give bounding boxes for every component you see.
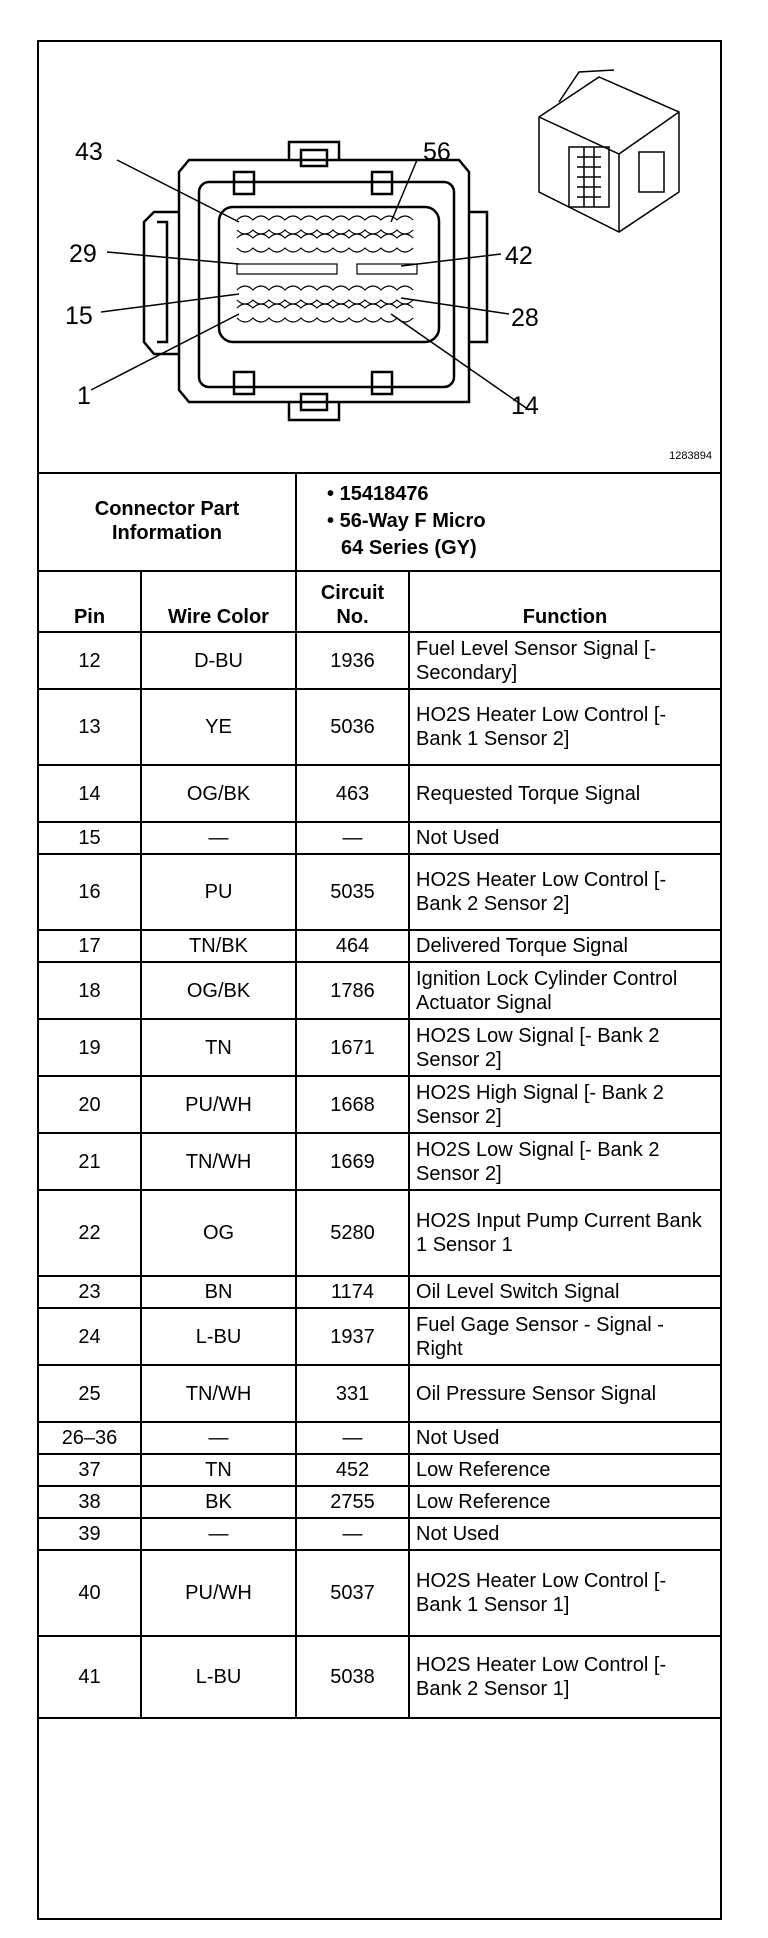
part-number: • 15418476 <box>327 483 429 505</box>
connector-info-label: Connector Part Information <box>39 472 296 571</box>
cell-circuit: 5035 <box>296 854 409 930</box>
pin-label-28: 28 <box>511 304 539 332</box>
connector-part-numbers <box>296 472 720 571</box>
table-row <box>39 854 720 930</box>
table-row <box>39 1133 720 1190</box>
cell-pin: 37 <box>39 1454 141 1486</box>
table-row <box>39 1454 720 1486</box>
cell-function: Fuel Level Sensor Signal [- Secondary] <box>409 632 720 689</box>
cell-circuit: 331 <box>296 1365 409 1422</box>
cell-function: Not Used <box>409 1518 720 1550</box>
cell-wire-color: OG/BK <box>141 765 296 822</box>
cell-function: HO2S Heater Low Control [- Bank 2 Sensor 1] <box>409 1636 720 1718</box>
cell-circuit: 5280 <box>296 1190 409 1276</box>
cell-circuit: 1937 <box>296 1308 409 1365</box>
cell-function: Fuel Gage Sensor - Signal - Right <box>409 1308 720 1365</box>
table-row <box>39 1308 720 1365</box>
table-row <box>39 1276 720 1308</box>
cell-pin: 25 <box>39 1365 141 1422</box>
cell-circuit: 2755 <box>296 1486 409 1518</box>
table-row <box>39 632 720 689</box>
cell-function: Not Used <box>409 1422 720 1454</box>
pinout-table <box>39 472 720 1719</box>
header-circuit-no: Circuit No. <box>296 571 409 632</box>
cell-wire-color: D-BU <box>141 632 296 689</box>
cell-pin: 12 <box>39 632 141 689</box>
pin-label-15: 15 <box>65 302 93 330</box>
pin-label-42: 42 <box>505 242 533 270</box>
cell-function: Oil Level Switch Signal <box>409 1276 720 1308</box>
header-wire-color: Wire Color <box>141 571 296 632</box>
table-row <box>39 1076 720 1133</box>
cell-function: Not Used <box>409 822 720 854</box>
cell-function: HO2S Low Signal [- Bank 2 Sensor 2] <box>409 1133 720 1190</box>
cell-circuit: 1174 <box>296 1276 409 1308</box>
table-row <box>39 1636 720 1718</box>
cell-wire-color: TN <box>141 1019 296 1076</box>
table-row <box>39 765 720 822</box>
cell-pin: 22 <box>39 1190 141 1276</box>
cell-function: HO2S Heater Low Control [- Bank 1 Sensor 2] <box>409 689 720 765</box>
cell-pin: 15 <box>39 822 141 854</box>
cell-function: Requested Torque Signal <box>409 765 720 822</box>
cell-circuit: 5037 <box>296 1550 409 1636</box>
table-row <box>39 1365 720 1422</box>
cell-function: Delivered Torque Signal <box>409 930 720 962</box>
cell-pin: 41 <box>39 1636 141 1718</box>
cell-pin: 16 <box>39 854 141 930</box>
cell-pin: 26–36 <box>39 1422 141 1454</box>
table-row <box>39 1486 720 1518</box>
cell-function: HO2S Input Pump Current Bank 1 Sensor 1 <box>409 1190 720 1276</box>
table-row <box>39 962 720 1019</box>
pin-label-43: 43 <box>75 138 103 166</box>
cell-circuit: 5036 <box>296 689 409 765</box>
pin-label-1: 1 <box>77 382 91 410</box>
table-row <box>39 1422 720 1454</box>
table-row <box>39 822 720 854</box>
cell-pin: 19 <box>39 1019 141 1076</box>
cell-wire-color: TN/WH <box>141 1365 296 1422</box>
cell-pin: 21 <box>39 1133 141 1190</box>
cell-circuit: 1936 <box>296 632 409 689</box>
cell-circuit: 1669 <box>296 1133 409 1190</box>
pin-label-56: 56 <box>423 138 451 166</box>
cell-circuit: 1786 <box>296 962 409 1019</box>
cell-wire-color: L-BU <box>141 1636 296 1718</box>
connector-sheet <box>37 40 722 1920</box>
cell-wire-color: PU/WH <box>141 1550 296 1636</box>
cell-wire-color: BK <box>141 1486 296 1518</box>
cell-circuit: 464 <box>296 930 409 962</box>
header-function: Function <box>409 571 720 632</box>
cell-wire-color: PU/WH <box>141 1076 296 1133</box>
cell-circuit: 1668 <box>296 1076 409 1133</box>
cell-circuit: 463 <box>296 765 409 822</box>
table-row <box>39 1190 720 1276</box>
pin-label-14: 14 <box>511 392 539 420</box>
cell-circuit: 452 <box>296 1454 409 1486</box>
cell-wire-color: PU <box>141 854 296 930</box>
cell-circuit: — <box>296 1422 409 1454</box>
cell-pin: 20 <box>39 1076 141 1133</box>
cell-pin: 18 <box>39 962 141 1019</box>
cell-wire-color: TN/WH <box>141 1133 296 1190</box>
cell-pin: 40 <box>39 1550 141 1636</box>
cell-wire-color: TN <box>141 1454 296 1486</box>
cell-wire-color: OG <box>141 1190 296 1276</box>
cell-wire-color: — <box>141 1518 296 1550</box>
figure-id: 1283894 <box>669 450 712 462</box>
cell-pin: 23 <box>39 1276 141 1308</box>
cell-circuit: — <box>296 822 409 854</box>
cell-wire-color: — <box>141 1422 296 1454</box>
cell-function: Ignition Lock Cylinder Control Actuator Signal <box>409 962 720 1019</box>
part-description-2: 64 Series (GY) <box>341 537 477 559</box>
cell-wire-color: — <box>141 822 296 854</box>
cell-function: HO2S Low Signal [- Bank 2 Sensor 2] <box>409 1019 720 1076</box>
cell-function: HO2S Heater Low Control [- Bank 2 Sensor 2] <box>409 854 720 930</box>
cell-wire-color: OG/BK <box>141 962 296 1019</box>
cell-pin: 38 <box>39 1486 141 1518</box>
cell-wire-color: YE <box>141 689 296 765</box>
table-row <box>39 1518 720 1550</box>
cell-function: Low Reference <box>409 1486 720 1518</box>
cell-wire-color: L-BU <box>141 1308 296 1365</box>
table-row <box>39 689 720 765</box>
cell-wire-color: TN/BK <box>141 930 296 962</box>
table-row <box>39 930 720 962</box>
cell-pin: 39 <box>39 1518 141 1550</box>
cell-circuit: 5038 <box>296 1636 409 1718</box>
cell-circuit: 1671 <box>296 1019 409 1076</box>
cell-function: HO2S Heater Low Control [- Bank 1 Sensor 1] <box>409 1550 720 1636</box>
cell-pin: 17 <box>39 930 141 962</box>
cell-function: Oil Pressure Sensor Signal <box>409 1365 720 1422</box>
cell-pin: 13 <box>39 689 141 765</box>
cell-pin: 24 <box>39 1308 141 1365</box>
table-row <box>39 1019 720 1076</box>
cell-wire-color: BN <box>141 1276 296 1308</box>
cell-pin: 14 <box>39 765 141 822</box>
connector-diagram <box>39 42 720 472</box>
pin-label-29: 29 <box>69 240 97 268</box>
cell-function: HO2S High Signal [- Bank 2 Sensor 2] <box>409 1076 720 1133</box>
part-description-1: • 56-Way F Micro <box>327 510 486 532</box>
cell-circuit: — <box>296 1518 409 1550</box>
header-pin: Pin <box>39 571 141 632</box>
cell-function: Low Reference <box>409 1454 720 1486</box>
table-row <box>39 1550 720 1636</box>
connector-figure <box>39 42 720 474</box>
